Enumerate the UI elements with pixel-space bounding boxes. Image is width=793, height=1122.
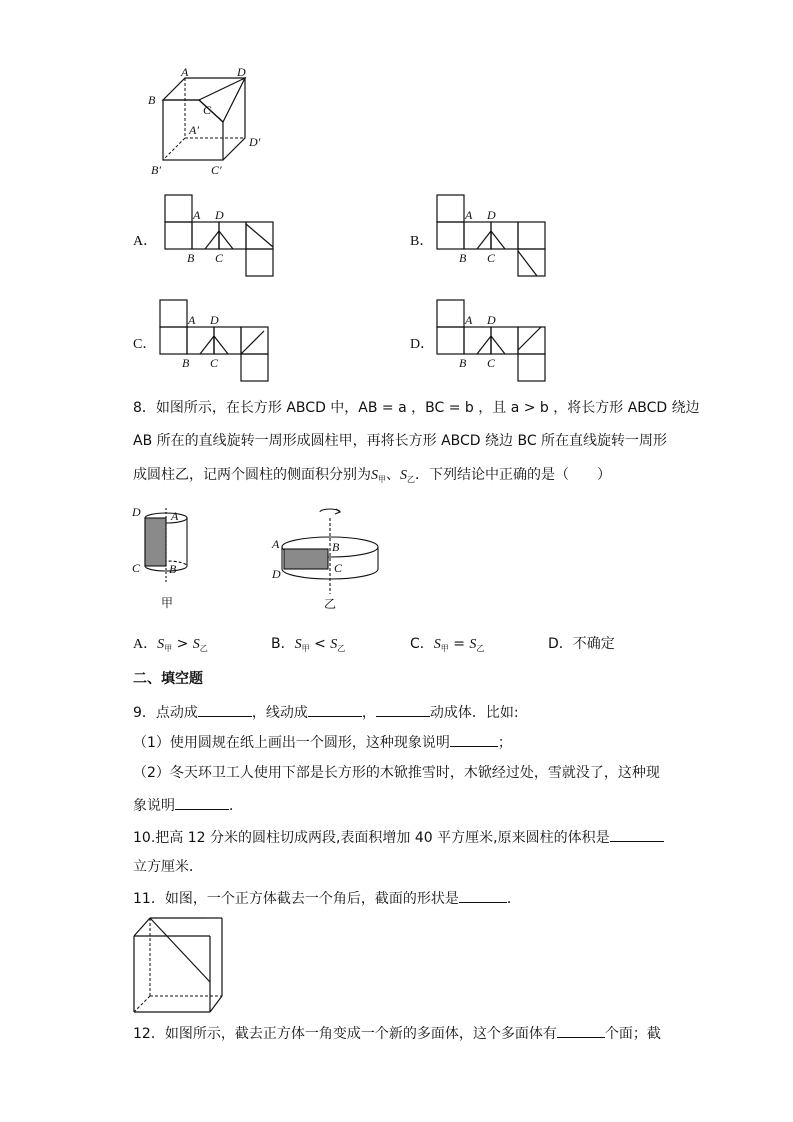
net-c-label-b: B: [182, 356, 190, 370]
net-figure-c[interactable]: [160, 300, 270, 386]
s-yi-symbol: S: [400, 468, 407, 483]
q9-blank-3[interactable]: [376, 702, 430, 717]
net-figure-b[interactable]: [437, 195, 547, 281]
q9-blank-5[interactable]: [175, 795, 229, 810]
q9-line-3: （2）冬天环卫工人使用下部是长方形的木锨推雪时，木锨经过处，雪就没了，这种现: [133, 765, 660, 781]
option-a-label[interactable]: A．: [133, 234, 158, 249]
option-d-label[interactable]: D．: [410, 337, 435, 352]
q8-option-c-s2: S: [469, 637, 477, 652]
net-c-label-c: C: [210, 356, 219, 370]
yi-label-a: A: [272, 537, 280, 551]
q9-text-d: 动成体．比如:: [429, 705, 519, 721]
q9-text-c: ，: [361, 705, 376, 721]
net-figure-d[interactable]: [437, 300, 547, 386]
net-a-label-c: C: [215, 251, 224, 265]
net-a-label-b: B: [187, 251, 195, 265]
q10-line-1: [133, 827, 664, 848]
q8-option-b-label: B．: [271, 636, 295, 652]
net-a-label-a: A: [193, 208, 201, 222]
net-d-label-d: D: [487, 313, 496, 327]
q12-line-1: [133, 1023, 661, 1044]
net-b-label-a: A: [465, 208, 473, 222]
q9-blank-1[interactable]: [198, 702, 252, 717]
cube-label-c: C: [203, 103, 212, 117]
q11-end: ．: [506, 891, 521, 907]
cube-label-a: A: [181, 65, 189, 79]
jia-label-c: C: [132, 561, 141, 575]
q9-line-4: [133, 795, 243, 816]
cube-label-b1: B′: [151, 163, 161, 177]
q8-option-c-s1: S: [433, 637, 441, 652]
q9-line-1: [133, 702, 519, 723]
net-figure-a[interactable]: [165, 195, 275, 281]
q9-line-2: [133, 732, 512, 753]
q9-text-b: ，线动成: [251, 705, 308, 721]
yi-label-b: B: [332, 540, 340, 554]
q8-option-c[interactable]: [410, 633, 484, 654]
jia-caption: 甲: [161, 596, 174, 610]
cylinder-jia-figure: [130, 500, 200, 618]
q8-option-a-relation: >: [176, 636, 189, 652]
q12-blank[interactable]: [557, 1023, 605, 1038]
yi-caption: 乙: [324, 597, 337, 611]
q8-option-c-label: C．: [410, 636, 434, 652]
q11-text: 11．如图，一个正方体截去一个角后，截面的形状是: [133, 891, 459, 907]
q8-option-c-sub1: 甲: [440, 644, 449, 653]
q8-separator: 、: [386, 467, 400, 483]
q9-sub2-text: 象说明: [133, 798, 175, 814]
q8-line-2: AB 所在的直线旋转一周形成圆柱甲，再将长方形 ABCD 绕边 BC 所在直线旋转一周形: [133, 433, 668, 449]
option-c-label[interactable]: C．: [133, 337, 157, 352]
net-b-label-b: B: [459, 251, 467, 265]
net-d-label-b: B: [459, 356, 467, 370]
cylinder-yi-figure: [268, 502, 388, 617]
jia-label-d: D: [132, 505, 141, 519]
q8-option-a[interactable]: [133, 633, 208, 654]
jia-label-b: B: [169, 562, 177, 576]
q9-sub2-end: ．: [229, 798, 243, 814]
q8-option-a-sub1: 甲: [164, 644, 173, 653]
cube-label-d1: D′: [249, 135, 261, 149]
q8-option-a-label: A．: [133, 637, 158, 652]
q8-line-3-text: 成圆柱乙，记两个圆柱的侧面积分别为: [133, 467, 371, 483]
cube-label-a1: A′: [189, 123, 199, 137]
q9-blank-4[interactable]: [450, 732, 498, 747]
q8-line-1: 8．如图所示，在长方形 ABCD 中，AB = a ，BC = b ，且 a > b ，将长方形 ABCD 绕边: [133, 400, 700, 416]
q12-end: 个面；截: [604, 1026, 661, 1042]
q8-option-b-s2: S: [330, 637, 338, 652]
q10-text: 10.把高 12 分米的圆柱切成两段,表面积增加 40 平方厘米,原来圆柱的体积是: [133, 830, 610, 846]
cube-label-b: B: [148, 93, 156, 107]
net-b-label-c: C: [487, 251, 496, 265]
q8-option-b-sub2: 乙: [337, 644, 346, 653]
net-a-label-d: D: [215, 208, 224, 222]
net-d-label-c: C: [487, 356, 496, 370]
jia-label-a: A: [171, 509, 179, 523]
q9-text-a: 9．点动成: [133, 705, 198, 721]
q8-option-b[interactable]: [271, 633, 345, 654]
q8-option-b-relation: <: [314, 636, 326, 652]
q10-blank[interactable]: [610, 827, 664, 842]
q8-option-b-s1: S: [294, 637, 302, 652]
cube-figure: [145, 62, 270, 182]
yi-label-c: C: [334, 561, 343, 575]
q11-blank[interactable]: [459, 888, 507, 903]
net-b-label-d: D: [487, 208, 496, 222]
section-title: 二、填空题: [133, 671, 203, 687]
cube-label-d: D: [237, 65, 246, 79]
s-yi-subscript: 乙: [407, 475, 415, 484]
q8-option-c-relation: =: [453, 636, 465, 652]
net-d-label-a: A: [465, 313, 473, 327]
yi-label-d: D: [272, 567, 281, 581]
q11-line-1: [133, 888, 521, 909]
q10-line-2: 立方厘米．: [133, 859, 203, 875]
q8-option-d[interactable]: D．不确定: [548, 636, 615, 652]
q12-text: 12．如图所示，截去正方体一角变成一个新的多面体，这个多面体有: [133, 1026, 557, 1042]
s-jia-subscript: 甲: [378, 475, 386, 484]
q8-line-3-tail: ．下列结论中正确的是（ ）: [415, 467, 611, 483]
net-c-label-a: A: [188, 313, 196, 327]
q9-sub1-text: （1）使用圆规在纸上画出一个圆形，这种现象说明: [133, 735, 450, 751]
cut-cube-figure: [130, 912, 230, 1016]
cube-label-c1: C′: [211, 163, 222, 177]
q8-option-a-sub2: 乙: [199, 644, 208, 653]
option-b-label[interactable]: B．: [410, 234, 434, 249]
q8-option-a-s1: S: [157, 637, 165, 652]
s-jia-symbol: S: [371, 468, 378, 483]
net-c-label-d: D: [210, 313, 219, 327]
q9-blank-2[interactable]: [308, 702, 362, 717]
q8-option-b-sub1: 甲: [301, 644, 310, 653]
q8-option-a-s2: S: [192, 637, 200, 652]
q8-line-3: [133, 465, 611, 490]
q8-option-c-sub2: 乙: [476, 644, 485, 653]
q9-sub1-end: ；: [497, 735, 512, 751]
